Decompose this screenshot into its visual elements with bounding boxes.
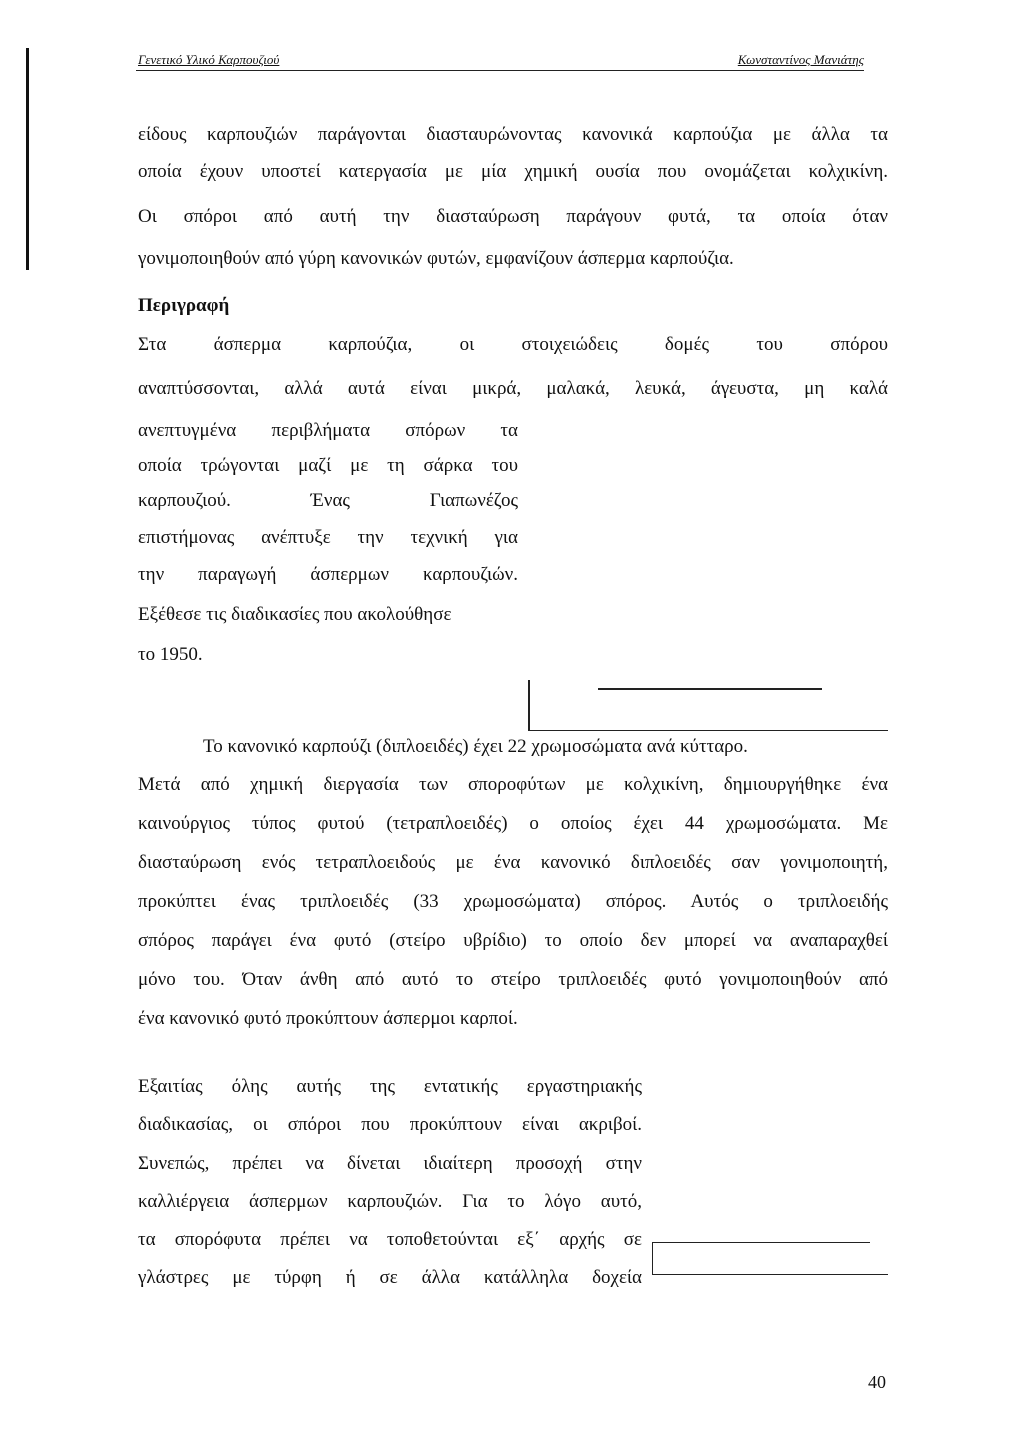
description-line: την παραγωγή άσπερμων καρπουζιών. bbox=[138, 564, 518, 585]
description-line: το 1950. bbox=[138, 644, 203, 665]
chromosome-line: μόνο του. Όταν άνθη από αυτό το στείρο τριπλοειδές φυτό γονιμοποιηθούν από bbox=[138, 969, 888, 990]
description-line: αναπτύσσονται, αλλά αυτά είναι μικρά, μαλακά, λευκά, άγευστα, μη καλά bbox=[138, 378, 888, 399]
final-line: Συνεπώς, πρέπει να δίνεται ιδιαίτερη προσοχή στην bbox=[138, 1153, 642, 1174]
description-line: Στα άσπερμα καρπούζια, οι στοιχειώδεις δομές του σπόρου bbox=[138, 334, 888, 355]
description-line: καρπουζιού. Ένας Γιαπωνέζος bbox=[138, 490, 518, 511]
description-line: οποία τρώγονται μαζί με τη σάρκα του bbox=[138, 455, 518, 476]
chromosome-line: διασταύρωση ενός τετραπλοειδούς με ένα κανονικό διπλοειδές σαν γονιμοποιητή, bbox=[138, 852, 888, 873]
image-frame-top bbox=[598, 688, 822, 690]
page-edge-bar bbox=[26, 48, 29, 270]
chromosome-line: σπόρος παράγει ένα φυτό (στείρο υβρίδιο) το οποίο δεν μπορεί να αναπαραχθεί bbox=[138, 930, 888, 951]
chromosome-line: καινούργιος τύπος φυτού (τετραπλοειδές) ο οποίος έχει 44 χρωμοσώματα. Με bbox=[138, 813, 888, 834]
header-title: Γενετικό Υλικό Καρπουζιού bbox=[138, 52, 280, 67]
chromosome-line: Το κανονικό καρπούζι (διπλοειδές) έχει 22 χρωμοσώματα ανά κύτταρο. bbox=[203, 736, 748, 757]
page-number: 40 bbox=[868, 1372, 886, 1392]
final-line: γλάστρες με τύρφη ή σε άλλα κατάλληλα δοχεία bbox=[138, 1267, 642, 1288]
image-frame-edge bbox=[652, 1242, 653, 1274]
header-rule bbox=[136, 70, 864, 71]
final-line: διαδικασίας, οι σπόροι που προκύπτουν είναι ακριβοί. bbox=[138, 1114, 642, 1135]
description-line: ανεπτυγμένα περιβλήματα σπόρων τα bbox=[138, 420, 518, 441]
chromosome-line: ένα κανονικό φυτό προκύπτουν άσπερμοι καρποί. bbox=[138, 1008, 518, 1029]
image-frame-bottom bbox=[652, 1274, 888, 1275]
intro-line: είδους καρπουζιών παράγονται διασταυρώνοντας κανονικά καρπούζια με άλλα τα bbox=[138, 124, 888, 145]
image-frame-top bbox=[652, 1242, 870, 1243]
final-line: τα σπορόφυτα πρέπει να τοποθετούνται εξ΄ αρχής σε bbox=[138, 1229, 642, 1250]
image-frame-edge bbox=[528, 680, 530, 730]
description-line: επιστήμονας ανέπτυξε την τεχνική για bbox=[138, 527, 518, 548]
header-author: Κωνσταντίνος Μανιάτης bbox=[737, 52, 864, 67]
intro-line: οποία έχουν υποστεί κατεργασία με μία χημική ουσία που ονομάζεται κολχικίνη. bbox=[138, 161, 888, 182]
final-line: Εξαιτίας όλης αυτής της εντατικής εργαστηριακής bbox=[138, 1076, 642, 1097]
chromosome-line: προκύπτει ένας τριπλοειδές (33 χρωμοσώματα) σπόρος. Αυτός ο τριπλοειδής bbox=[138, 891, 888, 912]
chromosome-line: Μετά από χημική διεργασία των σποροφύτων με κολχικίνη, δημιουργήθηκε ένα bbox=[138, 774, 888, 795]
intro-line: γονιμοποιηθούν από γύρη κανονικών φυτών, εμφανίζουν άσπερμα καρπούζια. bbox=[138, 248, 734, 269]
intro-line: Οι σπόροι από αυτή την διασταύρωση παράγουν φυτά, τα οποία όταν bbox=[138, 206, 888, 227]
description-line: Εξέθεσε τις διαδικασίες που ακολούθησε bbox=[138, 604, 452, 625]
final-line: καλλιέργεια άσπερμων καρπουζιών. Για το λόγο αυτό, bbox=[138, 1191, 642, 1212]
section-heading: Περιγραφή bbox=[138, 295, 230, 316]
